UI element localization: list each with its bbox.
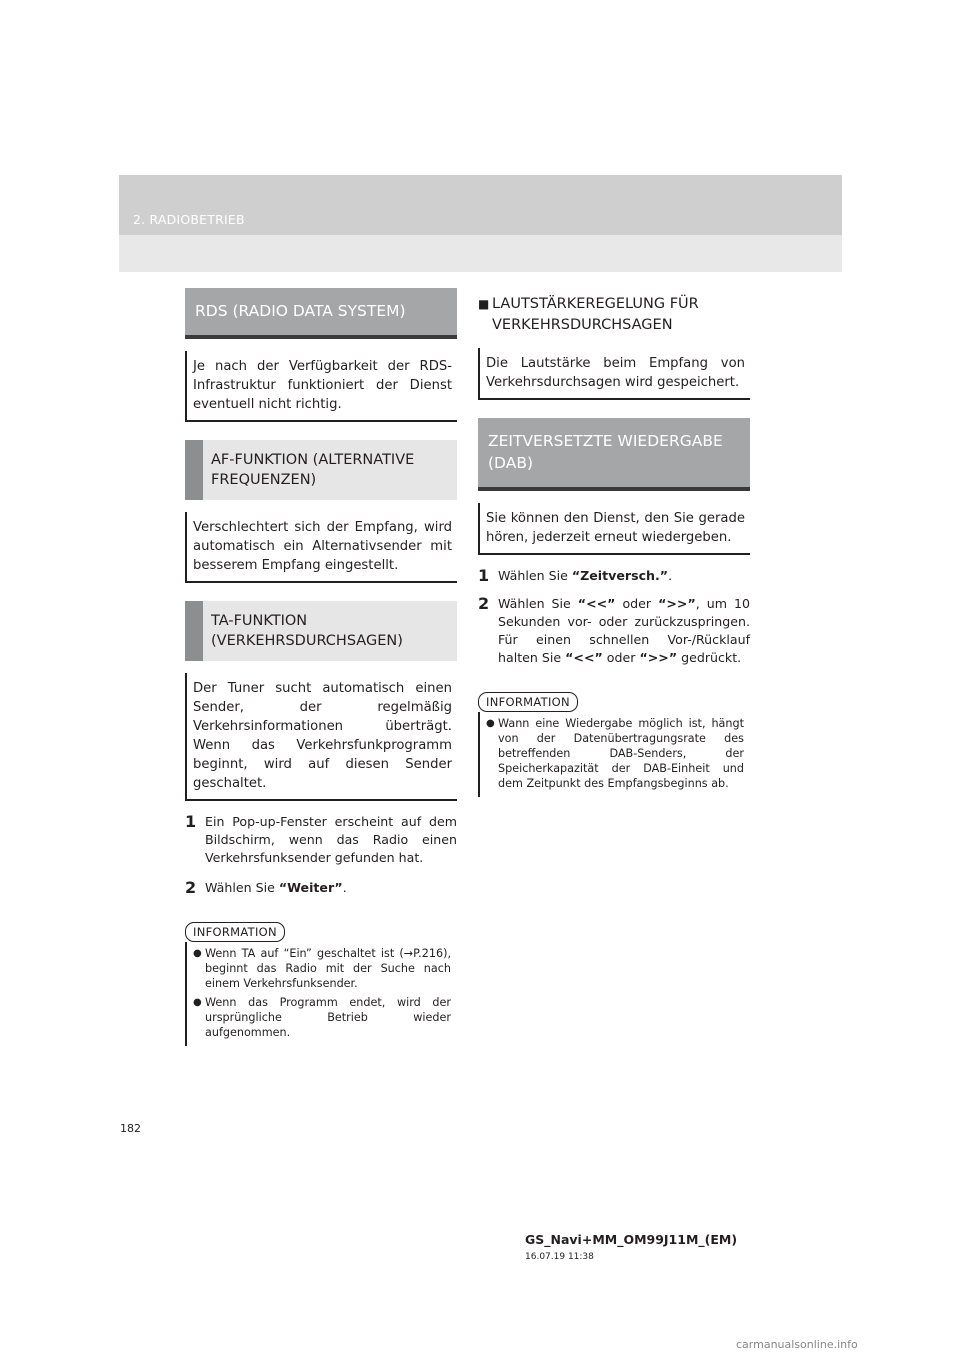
step-button-name: “<<”	[565, 650, 603, 665]
step-number: 2	[478, 594, 490, 613]
step-text-post: .	[342, 880, 347, 895]
page-number: 182	[120, 1122, 141, 1135]
step-1	[478, 567, 750, 585]
step-text-mid: oder	[615, 596, 659, 611]
step-1	[185, 813, 457, 867]
square-bullet-icon: ■	[478, 297, 490, 311]
step-button-name: “>>”	[639, 650, 678, 665]
rds-heading: RDS (RADIO DATA SYSTEM)	[185, 288, 457, 339]
left-column	[185, 288, 457, 1046]
af-heading-text: AF-FUNKTION (ALTERNATIVE FREQUENZEN)	[211, 452, 415, 488]
page-header	[119, 175, 842, 272]
af-text: Verschlechtert sich der Empfang, wird automatisch ein Alternativsender mit besserem Empfang eingestellt.	[185, 512, 457, 583]
info-items	[478, 712, 750, 797]
step-number: 2	[185, 878, 197, 897]
step-text-pre: Wählen Sie	[205, 880, 279, 895]
bullet-icon: ●	[193, 948, 202, 959]
info-item	[193, 995, 451, 1040]
info-item	[486, 716, 744, 791]
step-text-mid: , um 10 Sekunden vor- oder zurückzuspringen. Für einen schnellen Vor-/Rücklauf halten Sie	[498, 596, 750, 665]
dab-heading: ZEITVERSETZTE WIEDERGABE (DAB)	[478, 418, 750, 491]
document-code: GS_Navi+MM_OM99J11M_(EM)	[525, 1232, 738, 1247]
info-items	[185, 942, 457, 1046]
info-label: INFORMATION	[185, 922, 285, 942]
step-text	[498, 595, 750, 667]
volume-text: Die Lautstärke beim Empfang von Verkehrsdurchsagen wird gespeichert.	[478, 348, 750, 400]
step-button-name: “>>”	[658, 596, 696, 611]
right-column	[478, 288, 750, 797]
step-number: 1	[478, 566, 490, 585]
info-item-text: Wann eine Wiedergabe möglich ist, hängt von der Datenübertragungsrate des betreffenden DAB-Senders, der Speicherkapazität der DAB-Einheit und dem Zeitpunkt des Empfangsbeginns ab.	[498, 717, 744, 790]
volume-heading	[478, 294, 750, 336]
step-text-pre: Wählen Sie	[498, 596, 578, 611]
info-item	[193, 946, 451, 991]
volume-heading-text: LAUTSTÄRKEREGELUNG FÜR VERKEHRSDURCHSAGEN	[492, 296, 699, 333]
header-title: 2. RADIOBETRIEB	[133, 212, 245, 227]
bullet-icon: ●	[486, 718, 495, 729]
ta-heading-text: TA-FUNKTION (VERKEHRSDURCHSAGEN)	[211, 613, 403, 649]
heading-bar	[185, 601, 203, 661]
heading-bar	[185, 440, 203, 500]
step-2	[478, 595, 750, 667]
step-text-pre: Wählen Sie	[498, 568, 572, 583]
bullet-icon: ●	[193, 997, 202, 1008]
print-date: 16.07.19 11:38	[525, 1252, 594, 1262]
info-label: INFORMATION	[478, 692, 578, 712]
step-text	[205, 879, 457, 897]
info-item-text: Wenn das Programm endet, wird der ursprüngliche Betrieb wieder aufgenommen.	[205, 996, 451, 1039]
info-box	[185, 921, 457, 1046]
step-text-post: .	[668, 568, 673, 583]
step-text-post: gedrückt.	[677, 650, 742, 665]
step-number: 1	[185, 812, 197, 831]
step-text: Ein Pop-up-Fenster erscheint auf dem Bildschirm, wenn das Radio einen Verkehrsfunksender gefunden hat.	[205, 814, 457, 865]
step-text-mid: oder	[602, 650, 640, 665]
dab-text: Sie können den Dienst, den Sie gerade hören, jederzeit erneut wiedergeben.	[478, 503, 750, 555]
watermark: carmanualsonline.info	[736, 1338, 858, 1351]
step-button-name: “Zeitversch.”	[571, 568, 669, 583]
step-text	[498, 567, 750, 585]
ta-text: Der Tuner sucht automatisch einen Sender, der regelmäßig Verkehrsinformationen überträgt. Wenn das Verkehrsfunkprogramm beginnt, wird auf diesen Sender geschaltet.	[185, 673, 457, 801]
info-box	[478, 691, 750, 797]
step-2	[185, 879, 457, 897]
af-heading	[185, 440, 457, 500]
ta-heading	[185, 601, 457, 661]
info-item-text: Wenn TA auf “Ein” geschaltet ist (→P.216), beginnt das Radio mit der Suche nach einem Verkehrsfunksender.	[205, 947, 451, 990]
rds-text: Je nach der Verfügbarkeit der RDS-Infrastruktur funktioniert der Dienst eventuell nicht richtig.	[185, 351, 457, 422]
step-button-name: “Weiter”	[278, 880, 343, 895]
step-button-name: “<<”	[577, 596, 616, 611]
